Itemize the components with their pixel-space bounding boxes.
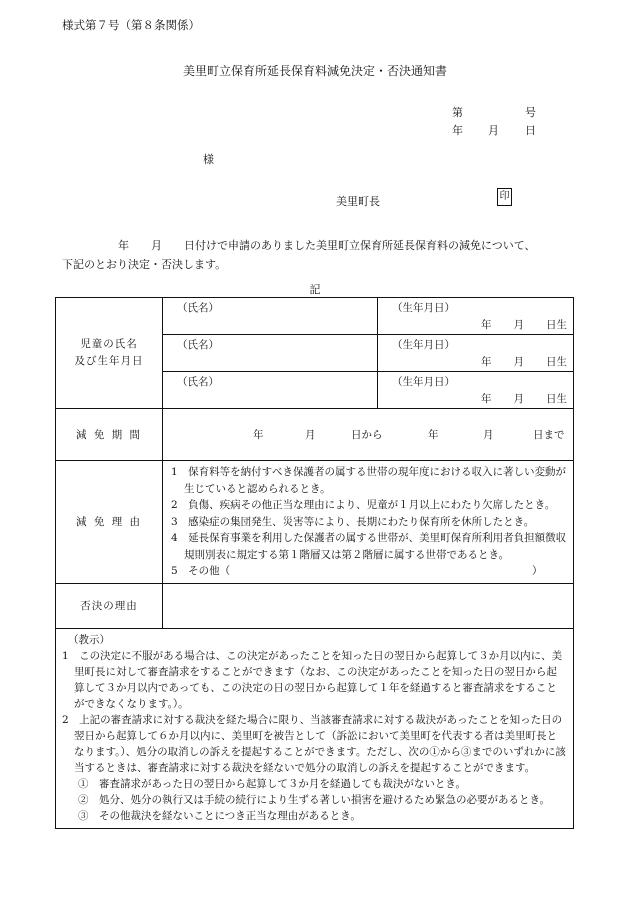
date-year: 年	[452, 124, 463, 137]
date-month: 月	[488, 124, 499, 137]
child-name-3[interactable]	[163, 372, 378, 409]
intro-line-2: 下記のとおり決定・否決します。	[62, 258, 227, 271]
notice-condition-3: ③ その他裁決を経ないことにつき正当な理由があるとき。	[78, 809, 361, 822]
decision-table	[55, 297, 574, 829]
birth-label: （生年月日）	[392, 339, 455, 351]
birth-year: 年	[481, 356, 492, 368]
intro-paragraph	[62, 236, 574, 274]
period-year: 年	[253, 429, 264, 441]
notice-condition-2: ② 処分、処分の執行又は手続の続行により生ずる著しい損害を避けるため緊急の必要があるとき。	[78, 793, 551, 806]
seal-stamp: 印	[497, 188, 512, 206]
intro-line-1: 年 月 日付けで申請のありました美里町立保育所延長保育料の減免について、	[118, 239, 536, 252]
ki-heading: 記	[309, 283, 321, 296]
period-month-2: 月	[483, 429, 494, 441]
child-birth-3[interactable]	[378, 372, 574, 409]
birth-label: （生年月日）	[392, 376, 455, 388]
birth-day: 日生	[546, 393, 567, 405]
name-label: （氏名）	[177, 339, 219, 351]
rejection-reason-field[interactable]	[163, 583, 574, 628]
name-label: （氏名）	[177, 376, 219, 388]
reason-other-open: 5 その他（	[171, 565, 231, 577]
birth-year: 年	[481, 319, 492, 331]
reason-item[interactable]: 2 負傷、疾病その他正当な理由により、児童が１月以上にわたり欠席したとき。	[171, 499, 556, 511]
date-day: 日	[525, 124, 536, 137]
document-title: 美里町立保育所延長保育料減免決定・否決通知書	[182, 64, 447, 78]
birth-day: 日生	[546, 319, 567, 331]
reason-label: 減 免 理 由	[56, 461, 163, 584]
reason-item-other[interactable]: 5 その他（ ）	[171, 565, 543, 577]
birth-day: 日生	[546, 356, 567, 368]
notice-paragraph-2: 2 上記の審査請求に対する裁決を経た場合に限り、当該審査請求に対する裁決があったことを知った日の翌日から起算して６か月以内に、美里町を被告として（訴訟において美里町を代表する者は美里町長となります。）、処分の取消しの訴えを提起することができます。ただし、次の①から③までのいずれかに該当するときは、審査請求に対する裁決を経ないで処分の取消しの訴えを提起することができます。	[62, 713, 566, 774]
notice-section	[56, 628, 574, 828]
period-month: 月	[305, 429, 316, 441]
birth-month: 月	[513, 393, 524, 405]
name-label: （氏名）	[177, 302, 219, 314]
child-birth-2[interactable]	[378, 335, 574, 372]
period-from: 日から	[351, 429, 383, 441]
period-label: 減 免 期 間	[56, 409, 163, 461]
notice-paragraph-1: 1 この決定に不服がある場合は、この決定があったことを知った日の翌日から起算して３か月以内に、美里町長に対して審査請求をすることができます（なお、この決定があったことを知った日の翌日から起算して３か月以内であっても、この決定の日の翌日から起算して１年を経過すると審査請求をすることができなくなります。）。	[62, 649, 563, 710]
child-birth-1[interactable]	[378, 298, 574, 335]
ref-no-suffix: 号	[525, 106, 536, 119]
ref-no-label: 第	[452, 106, 463, 119]
reason-item[interactable]: 3 感染症の集団発生、災害等により、長期にわたり保育所を休所したとき。	[171, 515, 535, 528]
child-label: 児童の氏名 及び生年月日	[56, 298, 163, 409]
period-to: 日まで	[533, 429, 565, 441]
period-field[interactable]	[163, 409, 574, 461]
period-year-2: 年	[428, 429, 439, 441]
form-number: 様式第７号（第８条関係）	[62, 18, 200, 32]
child-name-2[interactable]	[163, 335, 378, 372]
birth-month: 月	[513, 319, 524, 331]
addressee: 様	[203, 153, 214, 166]
reason-item[interactable]: 4 延長保育事業を利用した保護者の属する世帯が、美里町保育所利用者負担額徴収規則別表に規定する第１階層又は第２階層に属する世帯であるとき。	[171, 532, 567, 561]
rejection-label: 否決の理由	[56, 583, 163, 628]
reason-item[interactable]: 1 保育料等を納付すべき保護者の属する世帯の現年度における収入に著しい変動が生じていると認められるとき。	[171, 466, 566, 495]
birth-year: 年	[481, 393, 492, 405]
reason-list	[163, 461, 574, 584]
birth-label: （生年月日）	[392, 302, 455, 314]
notice-condition-1: ① 審査請求があった日の翌日から起算して３か月を経過しても裁決がないとき。	[78, 777, 466, 790]
issuer: 美里町長	[336, 195, 380, 208]
child-name-1[interactable]	[163, 298, 378, 335]
birth-month: 月	[513, 356, 524, 368]
notice-heading: （教示）	[68, 633, 110, 646]
